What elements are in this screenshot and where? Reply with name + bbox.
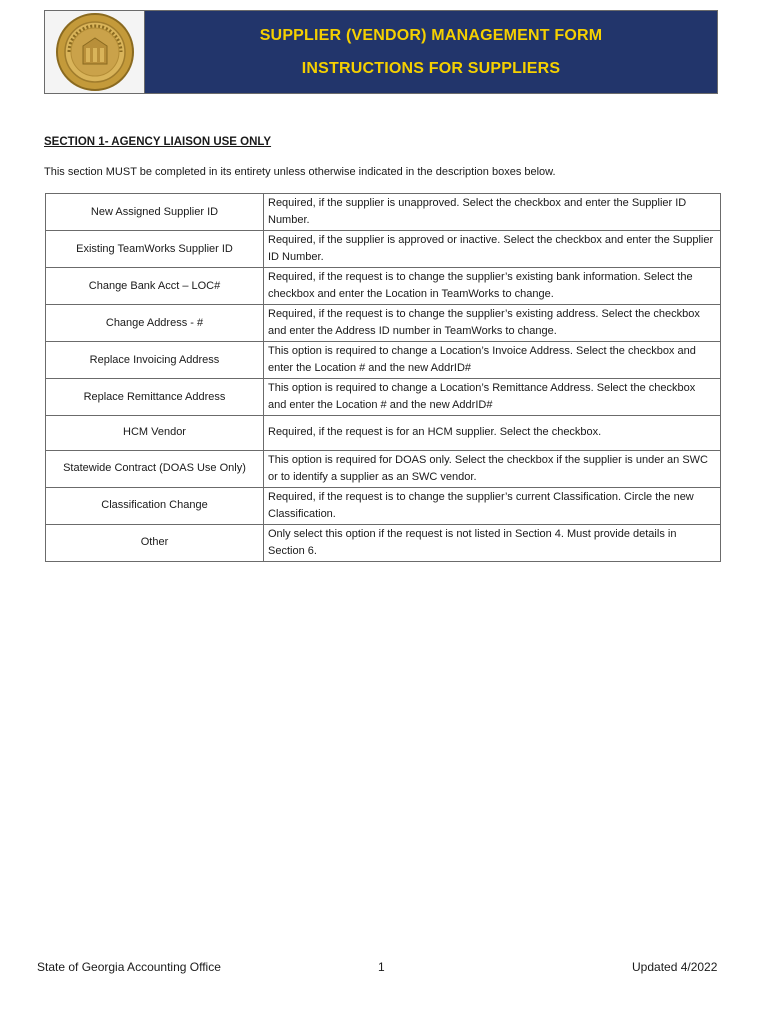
section-intro: This section MUST be completed in its entirety unless otherwise indicated in the description boxes below.: [44, 166, 556, 178]
row-description: Required, if the supplier is approved or inactive. Select the checkbox and enter the Supplier ID Number.: [264, 231, 721, 268]
row-description: Required, if the request is for an HCM supplier. Select the checkbox.: [264, 416, 721, 451]
row-description: Required, if the request is to change the supplier’s existing bank information. Select the checkbox and enter the Location in TeamWorks to change.: [264, 268, 721, 305]
row-description: Required, if the request is to change the supplier’s existing address. Select the checkbox and enter the Address ID number in TeamWorks to change.: [264, 305, 721, 342]
row-description: This option is required to change a Location’s Invoice Address. Select the checkbox and enter the Location # and the new AddrID#: [264, 342, 721, 379]
row-description: Required, if the supplier is unapproved. Select the checkbox and enter the Supplier ID Number.: [264, 194, 721, 231]
row-description: This option is required for DOAS only. Select the checkbox if the supplier is under an SWC or to identify a supplier as an SWC vendor.: [264, 450, 721, 487]
form-header: [44, 10, 718, 94]
row-label: Other: [46, 524, 264, 561]
table-row: [46, 194, 721, 231]
row-label: Replace Invoicing Address: [46, 342, 264, 379]
row-description: This option is required to change a Location’s Remittance Address. Select the checkbox and enter the Location # and the new AddrID#: [264, 379, 721, 416]
section-title: SECTION 1- AGENCY LIAISON USE ONLY: [44, 136, 272, 148]
table-row: [46, 268, 721, 305]
form-title: SUPPLIER (VENDOR) MANAGEMENT FORM: [259, 26, 603, 44]
table-row: [46, 450, 721, 487]
instructions-table: [45, 193, 721, 562]
table-row: [46, 524, 721, 561]
footer-office: State of Georgia Accounting Office: [37, 960, 221, 974]
row-label: Replace Remittance Address: [46, 379, 264, 416]
row-label: Existing TeamWorks Supplier ID: [46, 231, 264, 268]
header-banner: [145, 11, 717, 93]
table-row: [46, 379, 721, 416]
row-label: Change Bank Acct – LOC#: [46, 268, 264, 305]
form-subtitle: INSTRUCTIONS FOR SUPPLIERS: [301, 59, 561, 77]
row-label: Change Address - #: [46, 305, 264, 342]
table-row: [46, 305, 721, 342]
row-label: Statewide Contract (DOAS Use Only): [46, 450, 264, 487]
table-row: [46, 342, 721, 379]
table-row: [46, 487, 721, 524]
state-seal-icon: [55, 12, 135, 92]
footer-updated: Updated 4/2022: [632, 960, 718, 974]
row-label: New Assigned Supplier ID: [46, 194, 264, 231]
row-description: Only select this option if the request is not listed in Section 4. Must provide details in Section 6.: [264, 524, 721, 561]
row-label: Classification Change: [46, 487, 264, 524]
page-number: 1: [378, 960, 385, 974]
row-description: Required, if the request is to change the supplier’s current Classification. Circle the new Classification.: [264, 487, 721, 524]
seal-cell: [45, 11, 145, 93]
row-label: HCM Vendor: [46, 416, 264, 451]
table-row: [46, 231, 721, 268]
table-row: [46, 416, 721, 451]
